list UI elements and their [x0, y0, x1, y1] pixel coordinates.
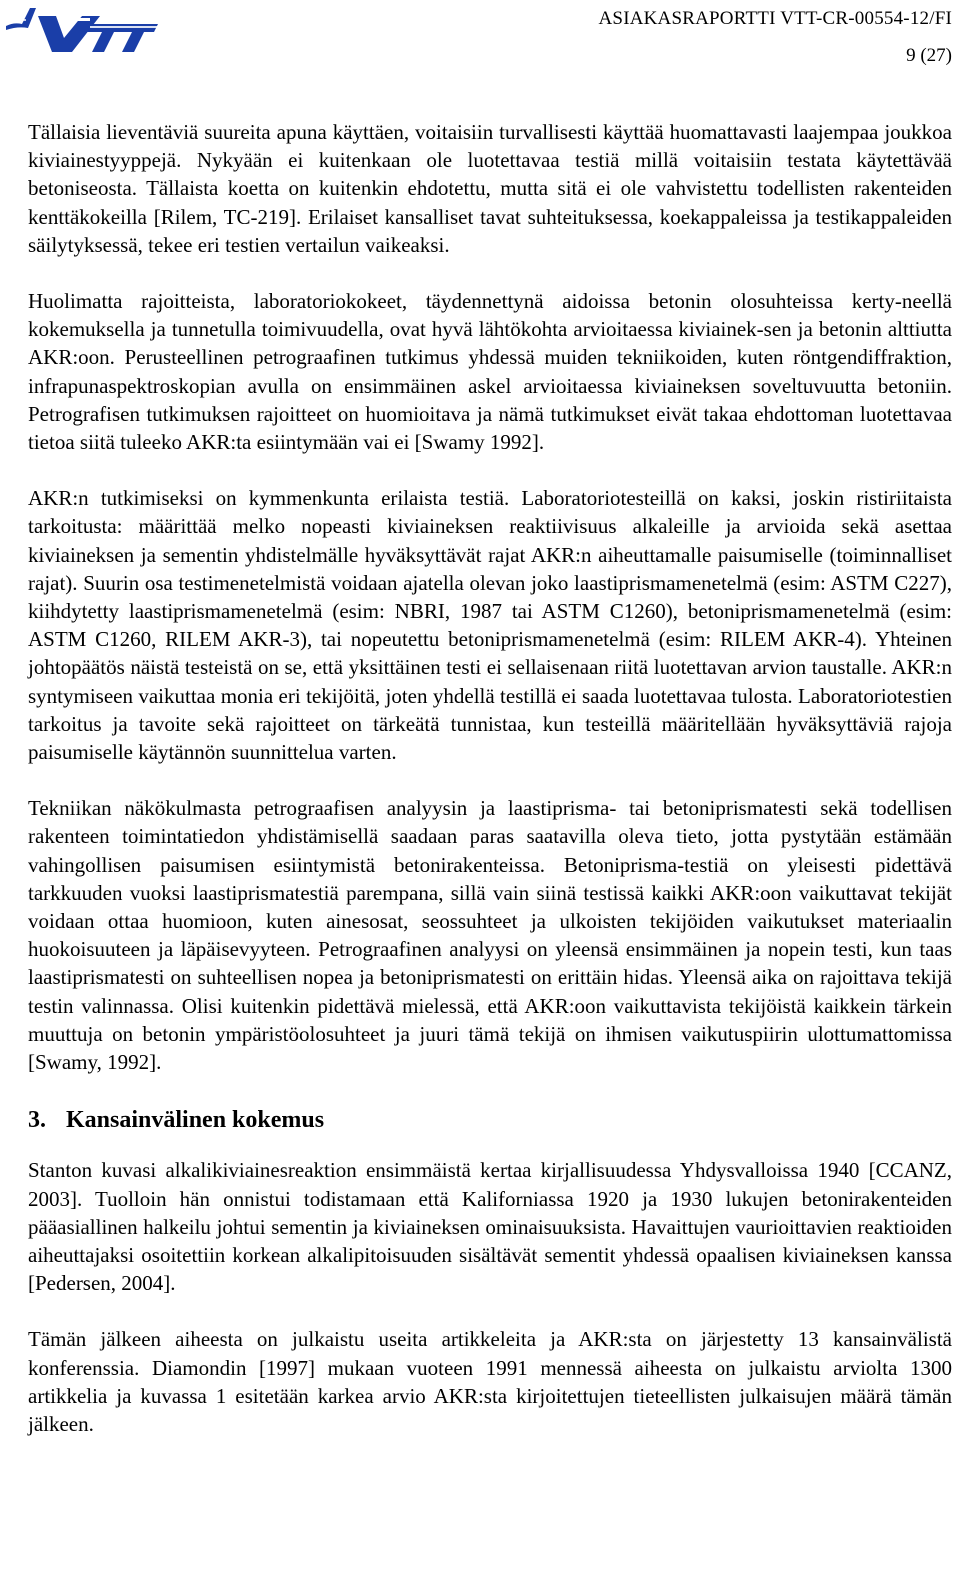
section-heading [28, 1104, 952, 1136]
section-title: Kansainvälinen kokemus [66, 1107, 325, 1134]
document-body [28, 118, 952, 1466]
paragraph: Tällaisia lieventäviä suureita apuna käyttäen, voitaisiin turvallisesti käyttää huomattavasti laajempaa joukkoa kiviainestyyppejä. Nykyään ei kuitenkaan ole luotettavaa testiä millä voitaisiin testata käytettävää betoniseosta. Tällaista koetta on kuitenkin ehdotettu, mutta sitä ei ole vahvistettu todellisten rakenteiden kenttäkokeilla [Rilem, TC-219]. Erilaiset kansalliset tavat suhteituksessa, koekappaleissa ja testikappaleiden säilytyksessä, tekee eri testien vertailun vaikeaksi. [28, 120, 952, 257]
paragraph: Tämän jälkeen aiheesta on julkaistu useita artikkeleita ja AKR:sta on järjestetty 13 kansainvälistä konferenssia. Diamondin [1997] mukaan vuoteen 1991 mennessä aiheesta on julkaistu arviolta 1300 artikkelia ja kuvassa 1 esitetään karkea arvio AKR:sta kirjoitettujen tieteellisten julkaisujen määrä tämän jälkeen. [28, 1327, 952, 1436]
paragraph: Huolimatta rajoitteista, laboratoriokokeet, täydennettynä aidoissa betonin olosuhteissa kerty-neellä kokemuksella ja tunnetulla toimivuudella, ovat hyvä lähtökohta arvioitaessa kiviainek-sen ja betonin alttiutta AKR:oon. Perusteellinen petrograafinen tutkimus yhdessä muiden tekniikoiden, kuten röntgendiffraktion, infrapunaspektroskopian avulla on ensimmäinen askel arvioitaessa kiviaineksen soveltuvuutta betoniin. Petrografisen tutkimuksen rajoitteet on huomioitava ja nämä tutkimukset eivät takaa ehdottoman luotettavaa tietoa siitä tuleeko AKR:ta esiintymään vai ei [Swamy 1992]. [28, 289, 952, 455]
paragraph: AKR:n tutkimiseksi on kymmenkunta erilaista testiä. Laboratoriotesteillä on kaksi, joskin ristiriitaista tarkoitusta: määrittää melko nopeasti kiviaineksen reaktiivisuus alkaleille ja arvioida sekä asettaa kiviaineksen ja sementin yhdistelmälle hyväksyttävät rajat AKR:n aiheuttamalle paisumiselle (toiminnalliset rajat). Suurin osa testimenetelmistä voidaan ajatella olevan joko laastiprismamenetelmä (esim: ASTM C227), kiihdytetty laastiprismamenetelmä (esim: NBRI, 1987 tai ASTM C1260), betoniprismamenetelmä (esim: ASTM C1260, RILEM AKR-3), tai nopeutettu betoniprismamenetelmä (esim: RILEM AKR-4). Yhteinen johtopäätös näistä testeistä on se, että yksittäinen testi ei sellaisenaan riitä luotettavan arvion taustalle. AKR:n syntymiseen vaikuttaa monia eri tekijöitä, joten yhdellä testillä ei saada luotettavaa tulosta. Laboratoriotestien tarkoitus ja tavoite sekä rajoitteet on tärkeätä tunnistaa, kun testeillä määritellään hyväksyttäviä rajoja paisumiselle käytännön suunnittelua varten. [28, 486, 952, 765]
paragraph: Stanton kuvasi alkalikiviainesreaktion ensimmäistä kertaa kirjallisuudessa Yhdysvalloissa 1940 [CCANZ, 2003]. Tuolloin hän onnistui todistamaan että Kaliforniassa 1920 ja 1930 lukujen betonirakenteiden pääasiallinen halkeilu johtui sementin ja kiviaineksen ominaisuuksista. Havaittujen vaurioittavien reaktioiden aiheuttajaksi osoitettiin korkean alkalipitoisuuden sisältävät sementit yhdessä opaalisen kiviaineksen kanssa [Pedersen, 2004]. [28, 1158, 952, 1296]
vtt-logo [4, 2, 158, 54]
paragraph: Tekniikan näkökulmasta petrograafisen analyysin ja laastiprisma- tai betoniprismatesti sekä todellisen rakenteen toimintatiedon yhdistämisellä saadaan paras saatavilla oleva tieto, jotta pystytään estämään vahingollisen paisumisen esiintymistä betonirakenteissa. Betoniprisma-testiä on yleisesti pidettävä tarkkuuden vuoksi laastiprismatestiä parempana, sillä vain siinä testissä kaikki AKR:oon vaikuttavat tekijät voidaan ottaa huomioon, kuten ainesosat, seossuhteet ja ulkoisten tekijöiden vaikutukset materiaalin huokoisuuteen ja läpäisevyyteen. Petrograafinen analyysi on yleensä ensimmäinen ja nopein testi, kun taas laastiprismatesti on suhteellisen nopea ja betoniprismatesti on erittäin hidas. Yleensä aika on rajoittava tekijä testin valinnassa. Olisi kuitenkin pidettävä mielessä, että AKR:oon vaikuttavista tekijöistä kaikkein tärkein muuttuja on betonin ympäristöolosuhteet ja juuri tämä tekijä on ihmisen vaikutuspiirin ulottumattomissa [Swamy, 1992]. [28, 796, 952, 1075]
section-number: 3. [28, 1107, 46, 1134]
report-id: ASIAKASRAPORTTI VTT-CR-00554-12/FI [598, 8, 952, 29]
page-number: 9 (27) [906, 45, 952, 66]
